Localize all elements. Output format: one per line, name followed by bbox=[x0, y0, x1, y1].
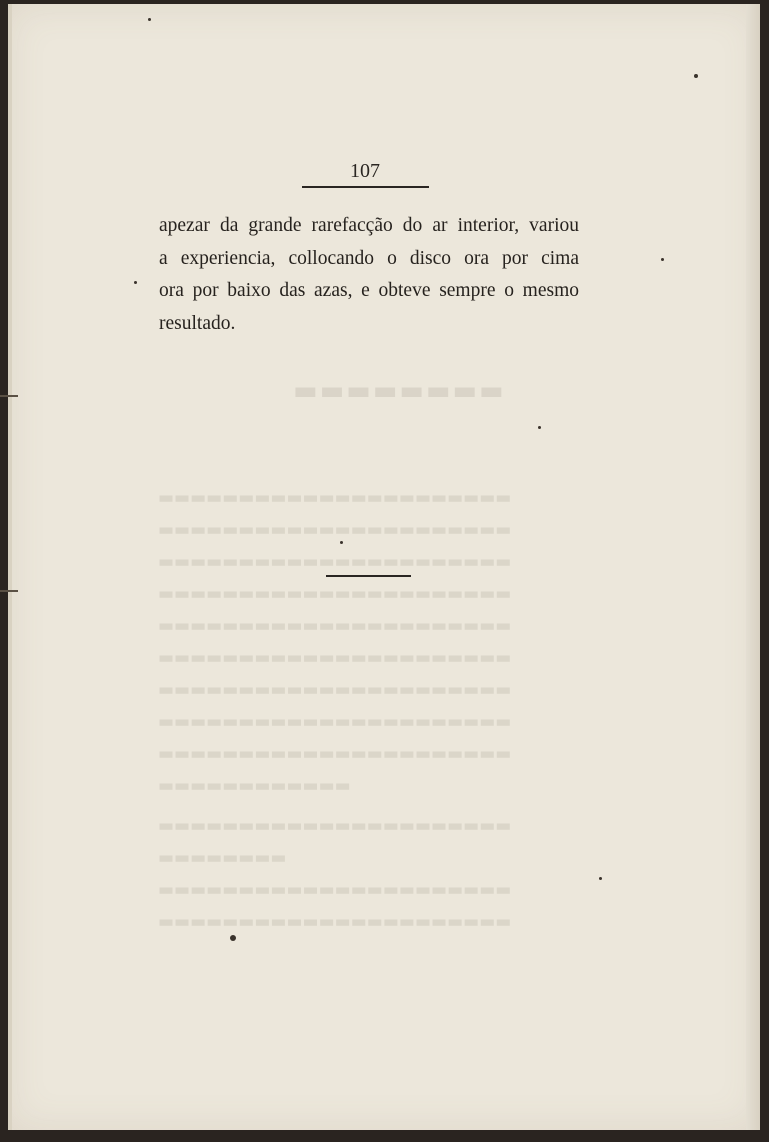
show-through-line: ▬▬▬▬▬▬▬▬▬▬▬▬▬▬▬▬▬▬▬▬▬▬ bbox=[158, 744, 512, 764]
text-line: apezar da grande rarefacção do ar interior, variou bbox=[159, 215, 579, 236]
show-through-line: ▬▬▬▬▬▬▬▬▬▬▬▬▬▬▬▬▬▬▬▬▬▬ bbox=[158, 648, 512, 668]
show-through-line: ▬▬▬▬▬▬▬▬▬▬▬▬▬▬▬▬▬▬▬▬▬▬ bbox=[158, 816, 512, 836]
paper-speck bbox=[538, 426, 541, 429]
paper-speck bbox=[599, 877, 602, 880]
show-through-line: ▬▬▬▬▬▬▬▬▬▬▬▬▬▬▬▬▬▬▬▬▬▬ bbox=[158, 584, 512, 604]
page-edge bbox=[746, 4, 760, 1130]
show-through-line: ▬▬▬▬▬▬▬▬▬▬▬▬▬▬▬▬▬▬▬▬▬▬ bbox=[158, 680, 512, 700]
show-through-heading: ▬▬▬▬▬▬▬▬ bbox=[293, 376, 506, 406]
show-through-line: ▬▬▬▬▬▬▬▬▬▬▬▬▬▬▬▬▬▬▬▬▬▬ bbox=[158, 520, 512, 540]
binding-thread-mark bbox=[0, 395, 18, 397]
paper-speck bbox=[134, 281, 137, 284]
header-rule bbox=[302, 186, 429, 188]
paper-sheet bbox=[8, 4, 760, 1130]
text-line: ora por baixo das azas, e obteve sempre o mesmo bbox=[159, 280, 579, 301]
paper-speck bbox=[148, 18, 151, 21]
show-through-line: ▬▬▬▬▬▬▬▬▬▬▬▬▬▬▬▬▬▬▬▬▬▬ bbox=[158, 712, 512, 732]
show-through-line: ▬▬▬▬▬▬▬▬▬▬▬▬▬▬▬▬▬▬▬▬▬▬ bbox=[158, 616, 512, 636]
show-through-line: ▬▬▬▬▬▬▬▬▬▬▬▬▬▬▬▬▬▬▬▬▬▬ bbox=[158, 880, 512, 900]
binding-edge bbox=[8, 4, 12, 1130]
section-end-rule bbox=[326, 575, 411, 577]
page-number: 107 bbox=[350, 160, 380, 182]
paper-speck bbox=[340, 541, 343, 544]
text-line: resultado. bbox=[159, 312, 236, 334]
show-through-line: ▬▬▬▬▬▬▬▬ bbox=[158, 848, 287, 868]
show-through-line: ▬▬▬▬▬▬▬▬▬▬▬▬▬▬▬▬▬▬▬▬▬▬ bbox=[158, 552, 512, 572]
text-line: a experiencia, collocando o disco ora por cima bbox=[159, 247, 579, 269]
body-paragraph bbox=[159, 210, 579, 340]
show-through-line: ▬▬▬▬▬▬▬▬▬▬▬▬ bbox=[158, 776, 351, 796]
paper-speck bbox=[694, 74, 698, 78]
show-through-line: ▬▬▬▬▬▬▬▬▬▬▬▬▬▬▬▬▬▬▬▬▬▬ bbox=[158, 488, 512, 508]
show-through-line: ▬▬▬▬▬▬▬▬▬▬▬▬▬▬▬▬▬▬▬▬▬▬ bbox=[158, 912, 512, 932]
paper-speck bbox=[661, 258, 664, 261]
binding-thread-mark bbox=[0, 590, 18, 592]
paper-speck bbox=[230, 935, 236, 941]
